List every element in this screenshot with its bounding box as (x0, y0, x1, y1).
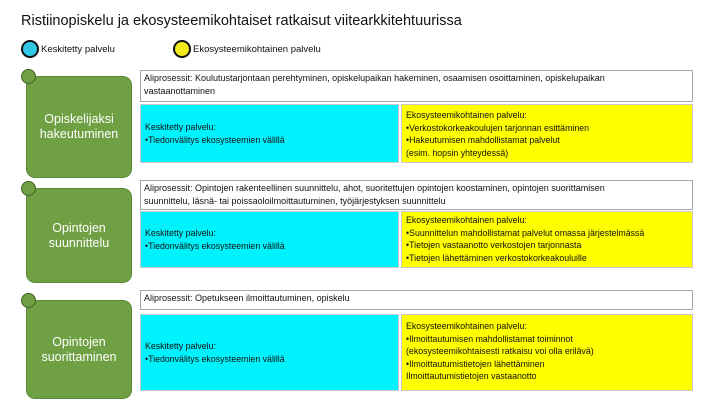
ecosystem-line: •Ilmoittautumistietojen lähettäminen (406, 358, 545, 369)
phase-name-line1: Opintojen (52, 220, 106, 235)
phase-name-line2: hakeutuminen (39, 127, 119, 141)
ecosystem-line: Ekosysteemikohtainen palvelu: (406, 215, 527, 225)
ecosystem-line: •Hakeutumisen mahdollistamat palvelut (406, 135, 560, 146)
ecosystem-service-box (401, 314, 693, 391)
subprocess-line2: vastaanottaminen (144, 85, 216, 96)
phase-circle-icon (21, 181, 36, 196)
focused-service-title: Keskitetty palvelu: (145, 227, 216, 238)
focused-service-box (140, 211, 399, 268)
focused-service-title: Keskitetty palvelu: (145, 121, 216, 132)
yellow-circle-icon (173, 40, 191, 58)
diagram-title: Ristiinopiskelu ja ekosysteemikohtaiset ratkaisut viitearkkitehtuurissa (21, 13, 462, 29)
ecosystem-line: Ekosysteemikohtainen palvelu: (406, 110, 527, 120)
phase-name-line1: Opintojen (52, 334, 106, 349)
phase-name-line2: suorittaminen (41, 349, 117, 364)
ecosystem-line: •Verkostokorkeakoulujen tarjonnan esittäminen (406, 122, 590, 133)
ecosystem-line: •Tietojen vastaanotto verkostojen tarjonnasta (406, 240, 582, 251)
ecosystem-line: (esim. hopsin yhteydessä) (406, 147, 509, 158)
subprocess-line1: Aliprosessit: Koulutustarjontaan perehtyminen, opiskelupaikan hakeminen, osaamisen osoittaminen, opiskelupaikan (144, 73, 605, 83)
phase-name-line1: Opiskelijaksi (44, 112, 114, 126)
ecosystem-line: •Tietojen lähettäminen verkostokorkeakouluille (406, 252, 587, 263)
focused-service-item: •Tiedonvälitys ekosysteemien välillä (145, 240, 285, 251)
focused-service-box (140, 314, 399, 391)
ecosystem-line: •Suunnittelun mahdollistamat palvelut omassa järjestelmässä (406, 227, 645, 238)
phase-circle-icon (21, 69, 36, 84)
phase-name-line2: suunnittelu (48, 235, 110, 250)
ecosystem-service-box (401, 211, 693, 268)
blue-circle-icon (21, 40, 39, 58)
ecosystem-line: •Ilmoittautumisen mahdollistamat toiminnot (406, 333, 573, 344)
focused-service-item: •Tiedonvälitys ekosysteemien välillä (145, 353, 285, 364)
legend-focused (21, 40, 115, 58)
subprocess-line1: Aliprosessit: Opetukseen ilmoittautuminen, opiskelu (144, 293, 350, 303)
subprocess-line1: Aliprosessit: Opintojen rakenteellinen suunnittelu, ahot, suoritettujen opintojen koostaminen, opintojen suorittamisen (144, 183, 605, 193)
phase-circle-icon (21, 293, 36, 308)
focused-service-title: Keskitetty palvelu: (145, 340, 216, 351)
ecosystem-line: Ekosysteemikohtainen palvelu: (406, 321, 527, 331)
ecosystem-service-box (401, 104, 693, 163)
phase-opiskelijaksi-hakeutuminen (26, 76, 132, 178)
subprocess-box (140, 70, 693, 102)
legend-ecosystem-label: Ekosysteemikohtainen palvelu (193, 43, 321, 55)
legend-ecosystem (173, 40, 321, 58)
legend-focused-label: Keskitetty palvelu (41, 43, 115, 55)
subprocess-line2: suunnittelu, läsnä- tai poissaoloilmoittautuminen, työjärjestyksen suunnittelu (144, 195, 446, 206)
subprocess-box (140, 180, 693, 210)
ecosystem-line: Ilmoittautumistietojen vastaanotto (406, 371, 537, 382)
focused-service-box (140, 104, 399, 163)
focused-service-item: •Tiedonvälitys ekosysteemien välillä (145, 134, 285, 145)
ecosystem-line: (ekosysteemikohtaisesti ratkaisu voi olla erilävä) (406, 346, 594, 357)
phase-opintojen-suorittaminen (26, 300, 132, 399)
subprocess-box (140, 290, 693, 310)
phase-opintojen-suunnittelu (26, 188, 132, 283)
